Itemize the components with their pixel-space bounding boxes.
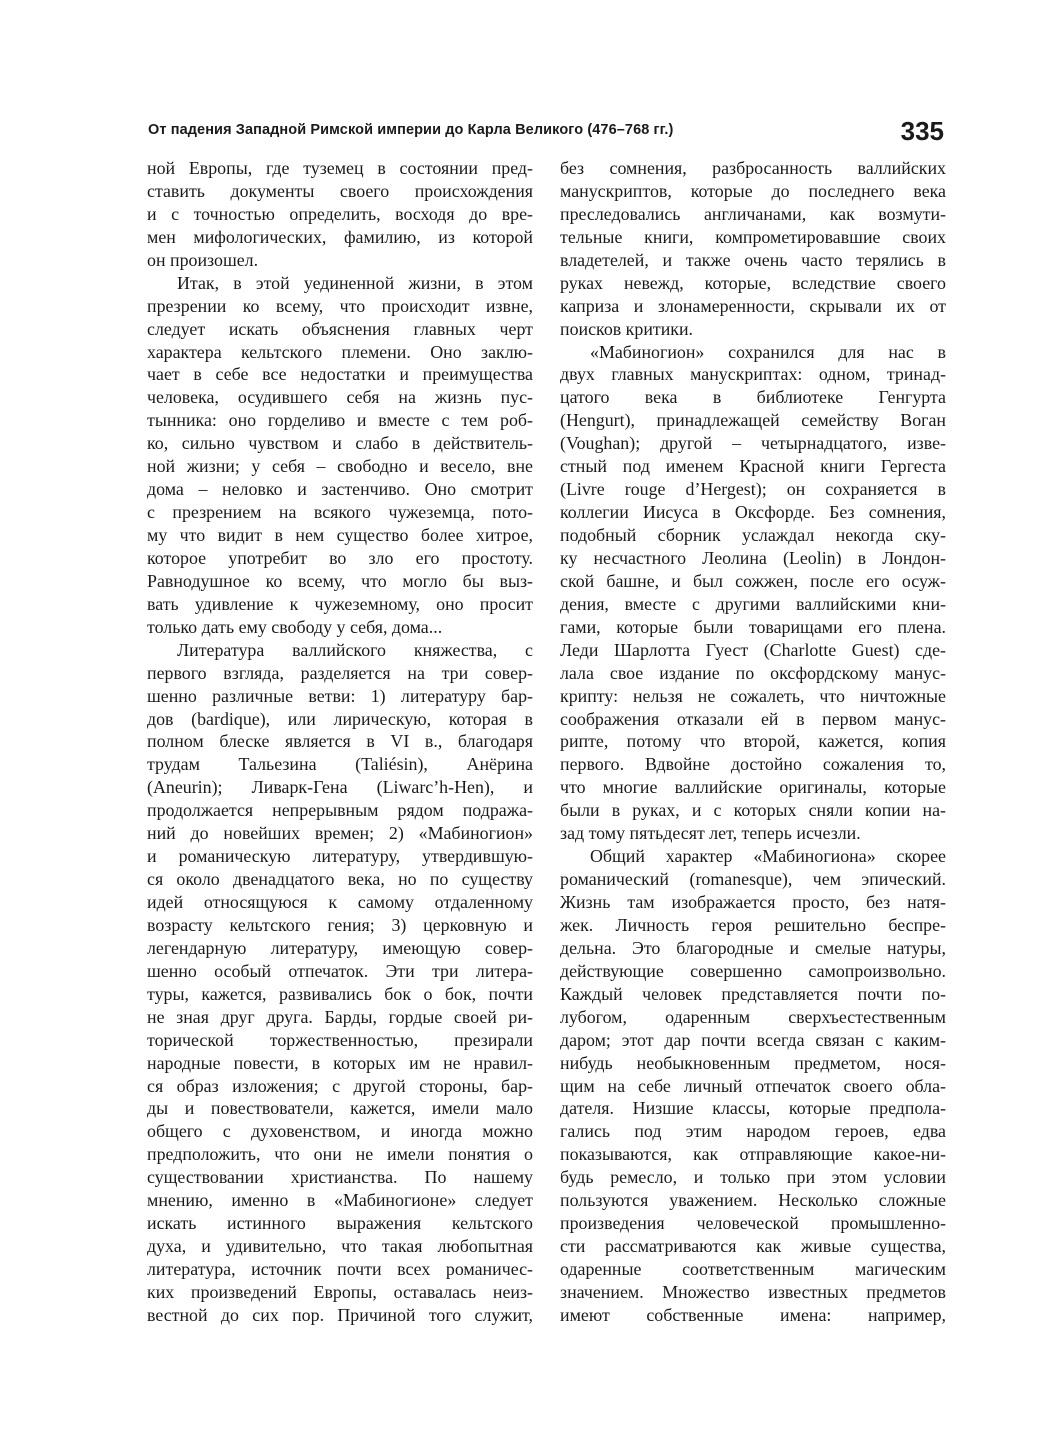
text-line: Жизнь там изображается просто, без натя-	[560, 892, 946, 912]
text-line: литература, источник почти всех романичес-	[147, 1259, 533, 1279]
text-line: рипте, потому что второй, кажется, копия	[560, 731, 946, 752]
text-line: духа, и удивительно, что такая любопытная	[147, 1236, 533, 1257]
text-line: нибудь необыкновенным предметом, нося-	[560, 1052, 946, 1073]
text-line: что многие валлийские оригиналы, которые	[560, 777, 946, 798]
text-line: «Мабиногион» сохранился для нас в	[590, 341, 946, 362]
text-line: презрении ко всему, что происходит извне,	[147, 295, 533, 316]
text-line: сти рассматриваются как живые существа,	[560, 1236, 946, 1257]
text-line: трудам Тальезина (Taliésin), Анёрина	[147, 754, 533, 775]
running-header	[148, 110, 944, 144]
text-line: первого взгляда, разделяется на три совер-	[147, 662, 533, 683]
text-line: с презрением на всякого чужеземца, пото-	[147, 502, 533, 523]
text-line: он произошел.	[147, 249, 259, 270]
text-line: возрасту кельтского гения; 3) церковную и	[147, 914, 533, 935]
text-line: ды и повествователи, кажется, имели мало	[147, 1098, 533, 1119]
text-line: ной жизни; у себя – свободно и весело, вне	[147, 456, 533, 477]
text-line: имеют собственные имена: например,	[560, 1304, 946, 1325]
text-line: произведения человеческой промышленно-	[560, 1213, 946, 1234]
text-line: (Aneurin); Ливарк-Гена (Liwarc’h-Hen), и	[147, 777, 533, 798]
text-line: легендарную литературу, имеющую совер-	[147, 937, 533, 958]
text-line: первого. Вдвойне достойно сожаления то,	[560, 754, 946, 775]
text-line: народные повести, в которых им не нравил-	[147, 1052, 533, 1073]
text-line: тынника: оно горделиво и вместе с тем роб-	[147, 410, 533, 431]
text-line: ких произведений Европы, оставалась неиз-	[147, 1281, 533, 1302]
text-line: Каждый человек представляется почти по-	[560, 983, 946, 1004]
text-line: ний до новейших времен; 2) «Мабиногион»	[147, 823, 533, 844]
text-column-left	[147, 157, 533, 1327]
text-line: значением. Множество известных предметов	[560, 1281, 946, 1302]
text-line: ской башне, и был сожжен, после его осуж-	[560, 570, 946, 591]
text-line: (Voughan); другой – четырнадцатого, изве-	[560, 433, 946, 454]
text-line: продолжается непрерывным рядом подража-	[147, 800, 533, 821]
text-line: владетелей, и также очень часто терялись в	[560, 249, 946, 270]
text-line: романический (romanesque), чем эпический.	[560, 869, 946, 890]
text-line: искать истинного выражения кельтского	[147, 1213, 533, 1234]
text-line: (Hengurt), принадлежащей семейству Воган	[560, 410, 946, 431]
text-line: общего с духовенством, и иногда можно	[147, 1121, 533, 1142]
text-line: ся около двенадцатого века, но по существу	[147, 869, 533, 890]
text-line: му что видит в нем существо более хитрое,	[147, 525, 533, 545]
text-line: стный под именем Красной книги Гергеста	[560, 456, 946, 477]
text-line: дельна. Это благородные и смелые натуры,	[560, 937, 946, 958]
text-line: пользуются уважением. Несколько сложные	[560, 1190, 946, 1211]
text-line: зад тому пятьдесят лет, теперь исчезли.	[560, 823, 861, 844]
text-line: торической торжественностью, презирали	[147, 1029, 533, 1050]
text-line: ку несчастного Леолина (Leolin) в Лондон-	[560, 547, 946, 568]
text-line: следует искать объяснения главных черт	[147, 318, 533, 339]
text-line: мен мифологических, фамилию, из которой	[147, 226, 533, 247]
text-line: преследовались англичанами, как возмути-	[560, 203, 946, 224]
text-line: манускриптов, которые до последнего века	[560, 180, 946, 201]
text-line: ко, сильно чувством и слабо в действитель-	[147, 433, 533, 454]
text-line: человека, осудившего себя на жизнь пус-	[147, 387, 533, 408]
text-line: шенно особый отпечаток. Эти три литера-	[147, 960, 533, 981]
text-line: мнению, именно в «Мабиногионе» следует	[147, 1190, 533, 1211]
text-line: идей относящуюся к самому отдаленному	[147, 892, 533, 912]
text-line: Итак, в этой уединенной жизни, в этом	[177, 272, 533, 293]
text-line: подобный сборник услаждал некогда ску-	[560, 525, 946, 545]
text-line: предположить, что они не имели понятия о	[147, 1144, 533, 1165]
text-line: были в руках, и с которых сняли копии на-	[560, 800, 946, 821]
text-line: одаренные соответственным магическим	[560, 1259, 946, 1279]
text-line: и с точностью определить, восходя до вре-	[147, 203, 533, 224]
text-line: и романическую литературу, утвердившую-	[147, 846, 533, 867]
text-line: туры, кажется, развивались бок о бок, почти	[147, 983, 533, 1004]
text-line: руках невежд, которые, вследствие своего	[560, 272, 946, 293]
text-line: чает в себе все недостатки и преимущества	[147, 364, 533, 385]
text-line: вестной до сих пор. Причиной того служит,	[147, 1304, 533, 1325]
text-line: жек. Личность героя решительно беспре-	[560, 914, 946, 935]
text-line: вать удивление к чужеземному, оно просит	[147, 593, 533, 614]
text-line: соображения отказали ей в первом манус-	[560, 708, 946, 729]
text-line: характера кельтского племени. Оно заклю-	[147, 341, 533, 362]
text-line: дения, вместе с другими валлийскими кни-	[560, 593, 946, 614]
text-line: действующие совершенно самопроизвольно.	[560, 960, 946, 981]
text-line: будь ремесло, и только при этом условии	[560, 1167, 946, 1188]
text-line: двух главных манускриптах: одном, тринад-	[560, 364, 946, 385]
text-line: тельные книги, компрометировавшие своих	[560, 226, 946, 247]
text-line: коллегии Иисуса в Оксфорде. Без сомнения,	[560, 502, 946, 523]
text-line: Равнодушное ко всему, что могло бы выз-	[147, 570, 533, 591]
text-line: Общий характер «Мабиногиона» скорее	[590, 846, 946, 867]
text-line: дов (bardique), или лирическую, которая в	[147, 708, 533, 729]
text-line: которое употребит во зло его простоту.	[147, 547, 533, 568]
page-number: 335	[900, 116, 944, 146]
text-line: Леди Шарлотта Гуест (Charlotte Guest) сде-	[560, 639, 946, 660]
text-line: дателя. Низшие классы, которые предпола-	[560, 1098, 946, 1119]
text-line: ся образ изложения; с другой стороны, бар-	[147, 1075, 533, 1096]
text-line: только дать ему свободу у себя, дома...	[147, 616, 443, 637]
text-line: гами, которые были товарищами его плена.	[560, 616, 946, 637]
text-line: полном блеске является в VI в., благодаря	[147, 731, 533, 752]
text-column-right	[560, 157, 946, 1327]
text-line: поисков критики.	[560, 318, 694, 339]
text-line: ной Европы, где туземец в состоянии пред-	[147, 158, 533, 178]
text-line: показываются, как отправляющие какое-ни-	[560, 1144, 946, 1165]
text-line: дома – неловко и застенчиво. Оно смотрит	[147, 479, 533, 500]
text-line: крипту: нельзя не сожалеть, что ничтожные	[560, 685, 946, 706]
text-line: ставить документы своего происхождения	[147, 180, 533, 201]
text-line: (Livre rouge d’Hergest); он сохраняется в	[560, 479, 946, 500]
running-head-title: От падения Западной Римской империи до Карла Великого (476–768 гг.)	[148, 122, 674, 138]
text-line: даром; этот дар почти всегда связан с каким-	[560, 1029, 946, 1050]
text-line: гались под этим народом героев, едва	[560, 1121, 946, 1142]
text-line: щим на себе личный отпечаток своего обла-	[560, 1075, 946, 1096]
text-line: шенно различные ветви: 1) литературу бар-	[147, 685, 533, 706]
text-line: без сомнения, разбросанность валлийских	[560, 158, 946, 178]
text-line: не зная друг друга. Барды, гордые своей ри-	[147, 1006, 533, 1027]
text-line: существовании христианства. По нашему	[147, 1167, 533, 1188]
text-line: лала свое издание по оксфордскому манус-	[560, 662, 946, 683]
text-line: каприза и злонамеренности, скрывали их от	[560, 295, 946, 316]
text-line: цатого века в библиотеке Генгурта	[560, 387, 946, 408]
text-line: лубогом, одаренным сверхъестественным	[560, 1006, 946, 1027]
text-line: Литература валлийского княжества, с	[177, 639, 533, 660]
